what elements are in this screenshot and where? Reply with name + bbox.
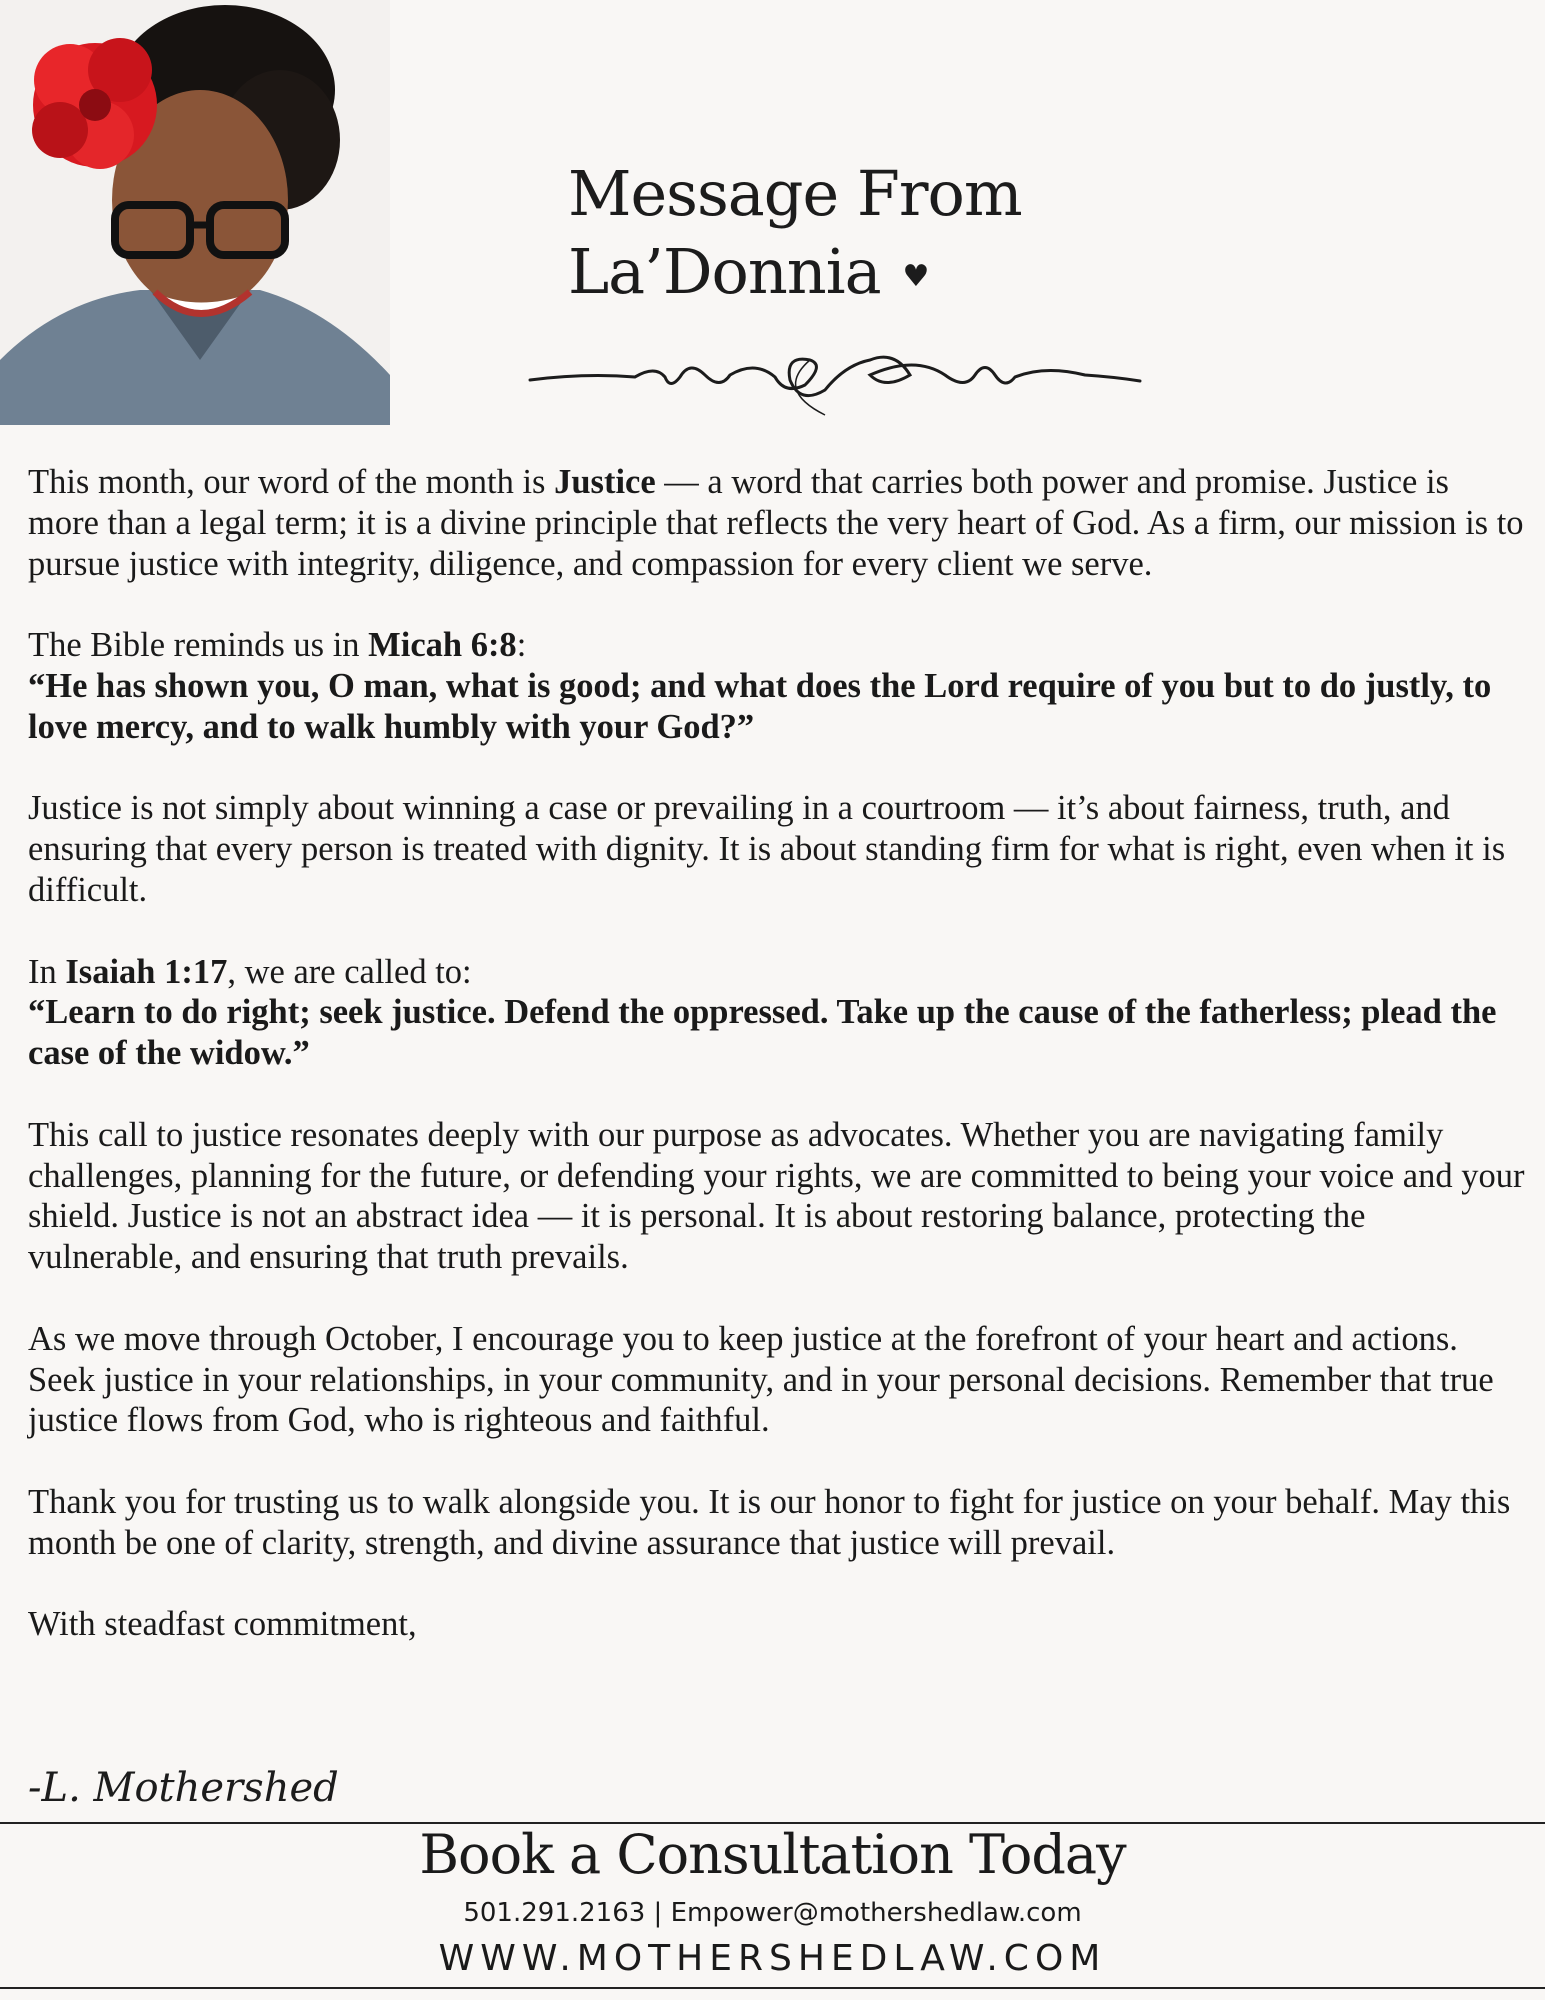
paragraph-7: Thank you for trusting us to walk alongside you. It is our honor to fight for justice on your behalf. May this month be one of clarity, strength, and divine assurance that justice will prevail. xyxy=(28,1482,1511,1562)
closing-line: With steadfast commitment, xyxy=(28,1605,417,1644)
p4-scripture-ref: Isaiah 1:17 xyxy=(65,952,228,991)
quote-micah: “He has shown you, O man, what is good; and what does the Lord require of you but to do justly, to love mercy, and to walk humbly with your God?” xyxy=(28,666,1492,746)
email-link[interactable]: Empower@mothershedlaw.com xyxy=(670,1898,1082,1928)
letter-title xyxy=(568,155,1022,316)
paragraph-5: This call to justice resonates deeply with our purpose as advocates. Whether you are navigating family challenges, planning for the future, or defending your rights, we are committed to being your voice and your shield. Justice is not an abstract idea — it is personal. It is about restoring balance, protecting the vulnerable, and ensuring that truth prevails. xyxy=(28,1115,1525,1277)
paragraph-6: As we move through October, I encourage you to keep justice at the forefront of your heart and actions. Seek justice in your relationships, in your community, and in your personal decisions. Remember that true justice flows from God, who is righteous and faithful. xyxy=(28,1319,1494,1440)
title-line-2 xyxy=(568,233,1022,316)
footer-bottom-rule xyxy=(0,1987,1545,1989)
p1-text-a: This month, our word of the month is xyxy=(28,463,555,501)
paragraph-4 xyxy=(28,952,1528,993)
letter-body xyxy=(28,462,1528,1645)
paragraph-3: Justice is not simply about winning a case or prevailing in a courtroom — it’s about fairness, truth, and ensuring that every person is treated with dignity. It is about standing firm for what is right, even when it is difficult. xyxy=(28,789,1506,909)
p2-scripture-ref: Micah 6:8 xyxy=(368,626,517,665)
phone-number[interactable]: 501.291.2163 xyxy=(463,1898,646,1928)
title-name: La’Donnia xyxy=(568,235,881,308)
contact-line xyxy=(0,1898,1545,1928)
flourish-divider xyxy=(525,335,1145,425)
quote-isaiah: “Learn to do right; seek justice. Defend the oppressed. Take up the cause of the fatherless; plead the case of the widow.” xyxy=(28,993,1497,1073)
p1-keyword: Justice xyxy=(554,463,656,501)
contact-separator: | xyxy=(645,1898,671,1928)
p4-text-c: , we are called to: xyxy=(227,952,472,991)
cta-heading: Book a Consultation Today xyxy=(419,1823,1126,1886)
heart-icon: ♥ xyxy=(902,258,929,294)
website-link[interactable]: WWW.MOTHERSHEDLAW.COM xyxy=(438,1938,1107,1979)
p2-text-c: : xyxy=(516,626,527,665)
p2-text-a: The Bible reminds us in xyxy=(28,626,369,665)
paragraph-2 xyxy=(28,625,1528,666)
signature: -L. Mothershed xyxy=(28,1765,339,1811)
title-line-1: Message From xyxy=(568,157,1022,230)
p4-text-a: In xyxy=(28,952,66,991)
portrait-photo xyxy=(0,0,390,425)
p1-text-c: — a word that carries both power and promise. Justice is more than a legal term; it is a divine principle that reflects the very heart of God. As a firm, our mission is to pursue justice with integrity, diligence, and compassion for every client we serve. xyxy=(28,463,1524,583)
paragraph-1 xyxy=(28,462,1528,584)
